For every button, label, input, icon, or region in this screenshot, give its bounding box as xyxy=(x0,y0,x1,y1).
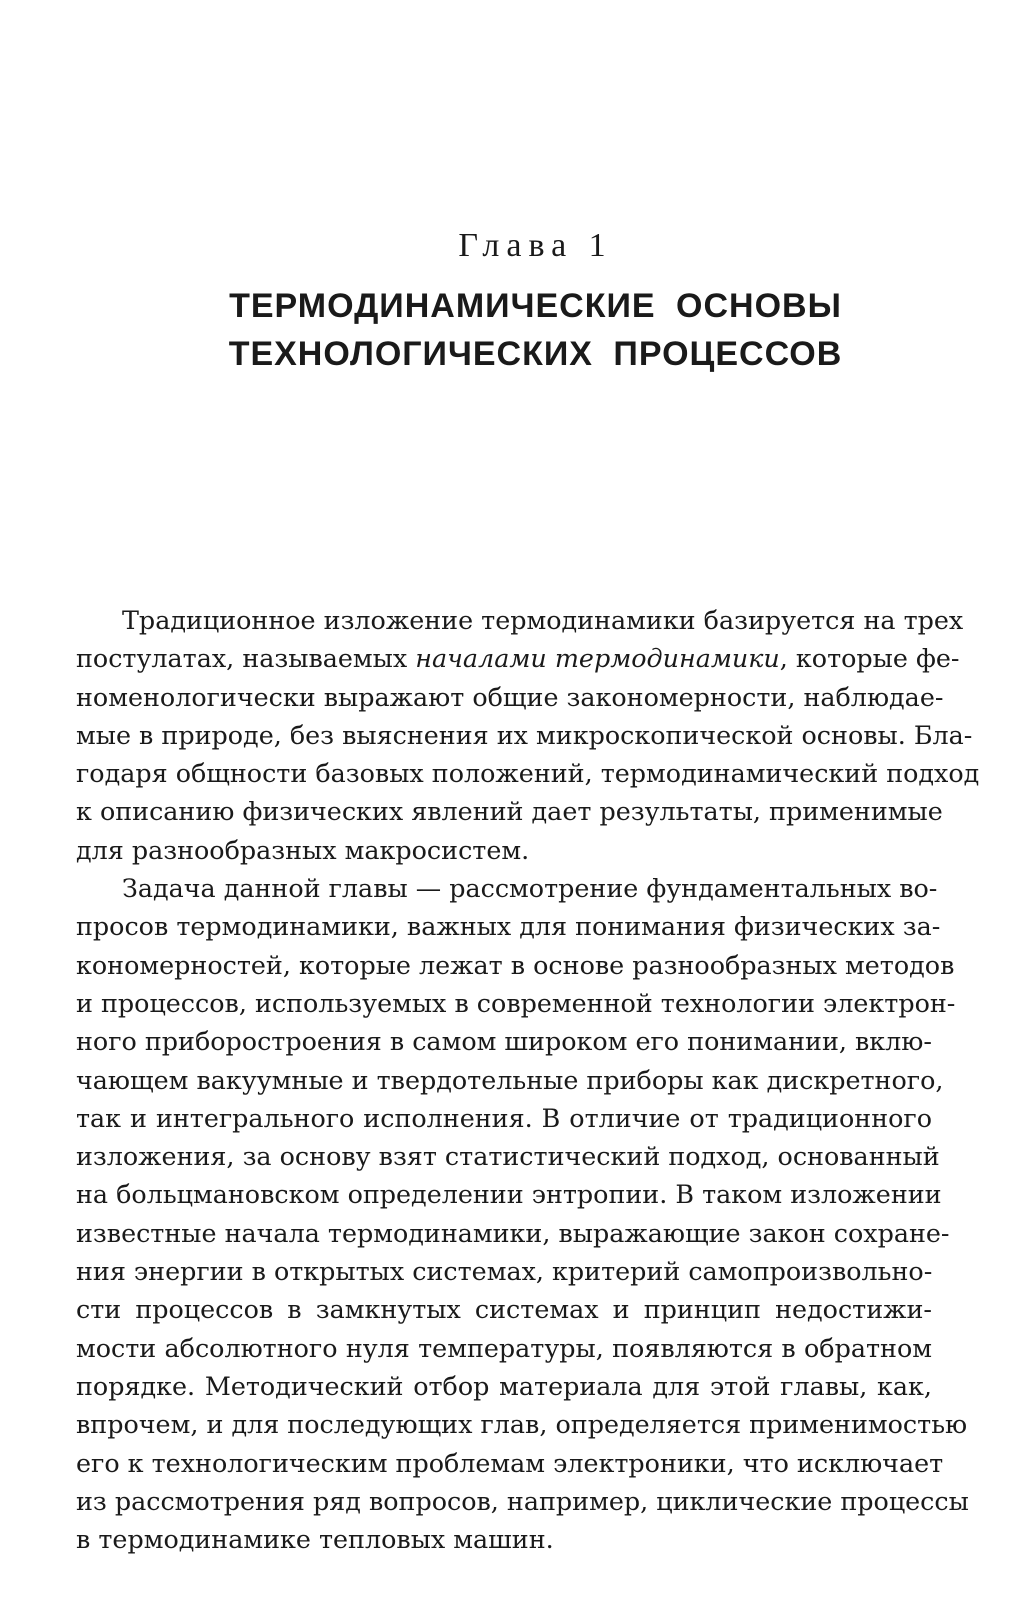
text-line: в термодинамике тепловых машин. xyxy=(76,1524,554,1555)
text-span: , которые фе- xyxy=(779,643,960,674)
text-line: к описанию физических явлений дает результаты, применимые xyxy=(76,796,943,827)
chapter-title-line-1: ТЕРМОДИНАМИЧЕСКИЕ ОСНОВЫ xyxy=(229,287,842,325)
text-line: кономерностей, которые лежат в основе разнообразных методов xyxy=(76,949,955,980)
text-line: на больцмановском определении энтропии. В таком изложении xyxy=(76,1179,942,1210)
text-line: и процессов, используемых в современной технологии электрон- xyxy=(76,987,956,1018)
paragraph-2 xyxy=(76,869,969,1558)
text-line: просов термодинамики, важных для понимания физических за- xyxy=(76,911,941,942)
text-line: впрочем, и для последующих глав, определяется применимостью xyxy=(76,1409,968,1440)
text-line: известные начала термодинамики, выражающие закон сохране- xyxy=(76,1217,950,1248)
text-line: ния энергии в открытых системах, критерий самопроизвольно- xyxy=(76,1256,933,1287)
emphasis-term: началами термодинамики xyxy=(415,643,780,674)
text-line: его к технологическим проблемам электроники, что исключает xyxy=(76,1447,944,1478)
chapter-label: Глава 1 xyxy=(458,227,613,264)
chapter-title xyxy=(0,282,1027,378)
text-line: мые в природе, без выяснения их микроскопической основы. Бла- xyxy=(76,719,973,750)
text-line: из рассмотрения ряд вопросов, например, циклические процессы xyxy=(76,1485,969,1516)
text-line: так и интегрального исполнения. В отличие от традиционного xyxy=(76,1102,932,1133)
text-line: ного приборостроения в самом широком его понимании, вклю- xyxy=(76,1026,932,1057)
text-line: порядке. Методический отбор материала для этой главы, как, xyxy=(76,1370,932,1401)
text-line: Традиционное изложение термодинамики базируется на трех xyxy=(122,605,964,635)
text-line: мости абсолютного нуля температуры, появляются в обратном xyxy=(76,1332,932,1363)
chapter-title-line-2: ТЕХНОЛОГИЧЕСКИХ ПРОЦЕССОВ xyxy=(228,335,843,373)
text-span: постулатах, называемых xyxy=(76,643,416,674)
text-line: Задача данной главы — рассмотрение фундаментальных во- xyxy=(122,873,938,904)
text-line: номенологически выражают общие закономерности, наблюдае- xyxy=(76,681,944,712)
paragraph-1 xyxy=(76,601,980,869)
text-line: изложения, за основу взят статистический подход, основанный xyxy=(76,1141,940,1172)
text-line xyxy=(76,639,960,677)
text-line: годаря общности базовых положений, термодинамический подход xyxy=(76,758,980,789)
body-text xyxy=(76,601,980,1558)
text-line: для разнообразных макросистем. xyxy=(76,834,530,865)
text-line: чающем вакуумные и твердотельные приборы как дискретного, xyxy=(76,1064,944,1095)
text-line: сти процессов в замкнутых системах и принцип недостижи- xyxy=(76,1294,932,1325)
